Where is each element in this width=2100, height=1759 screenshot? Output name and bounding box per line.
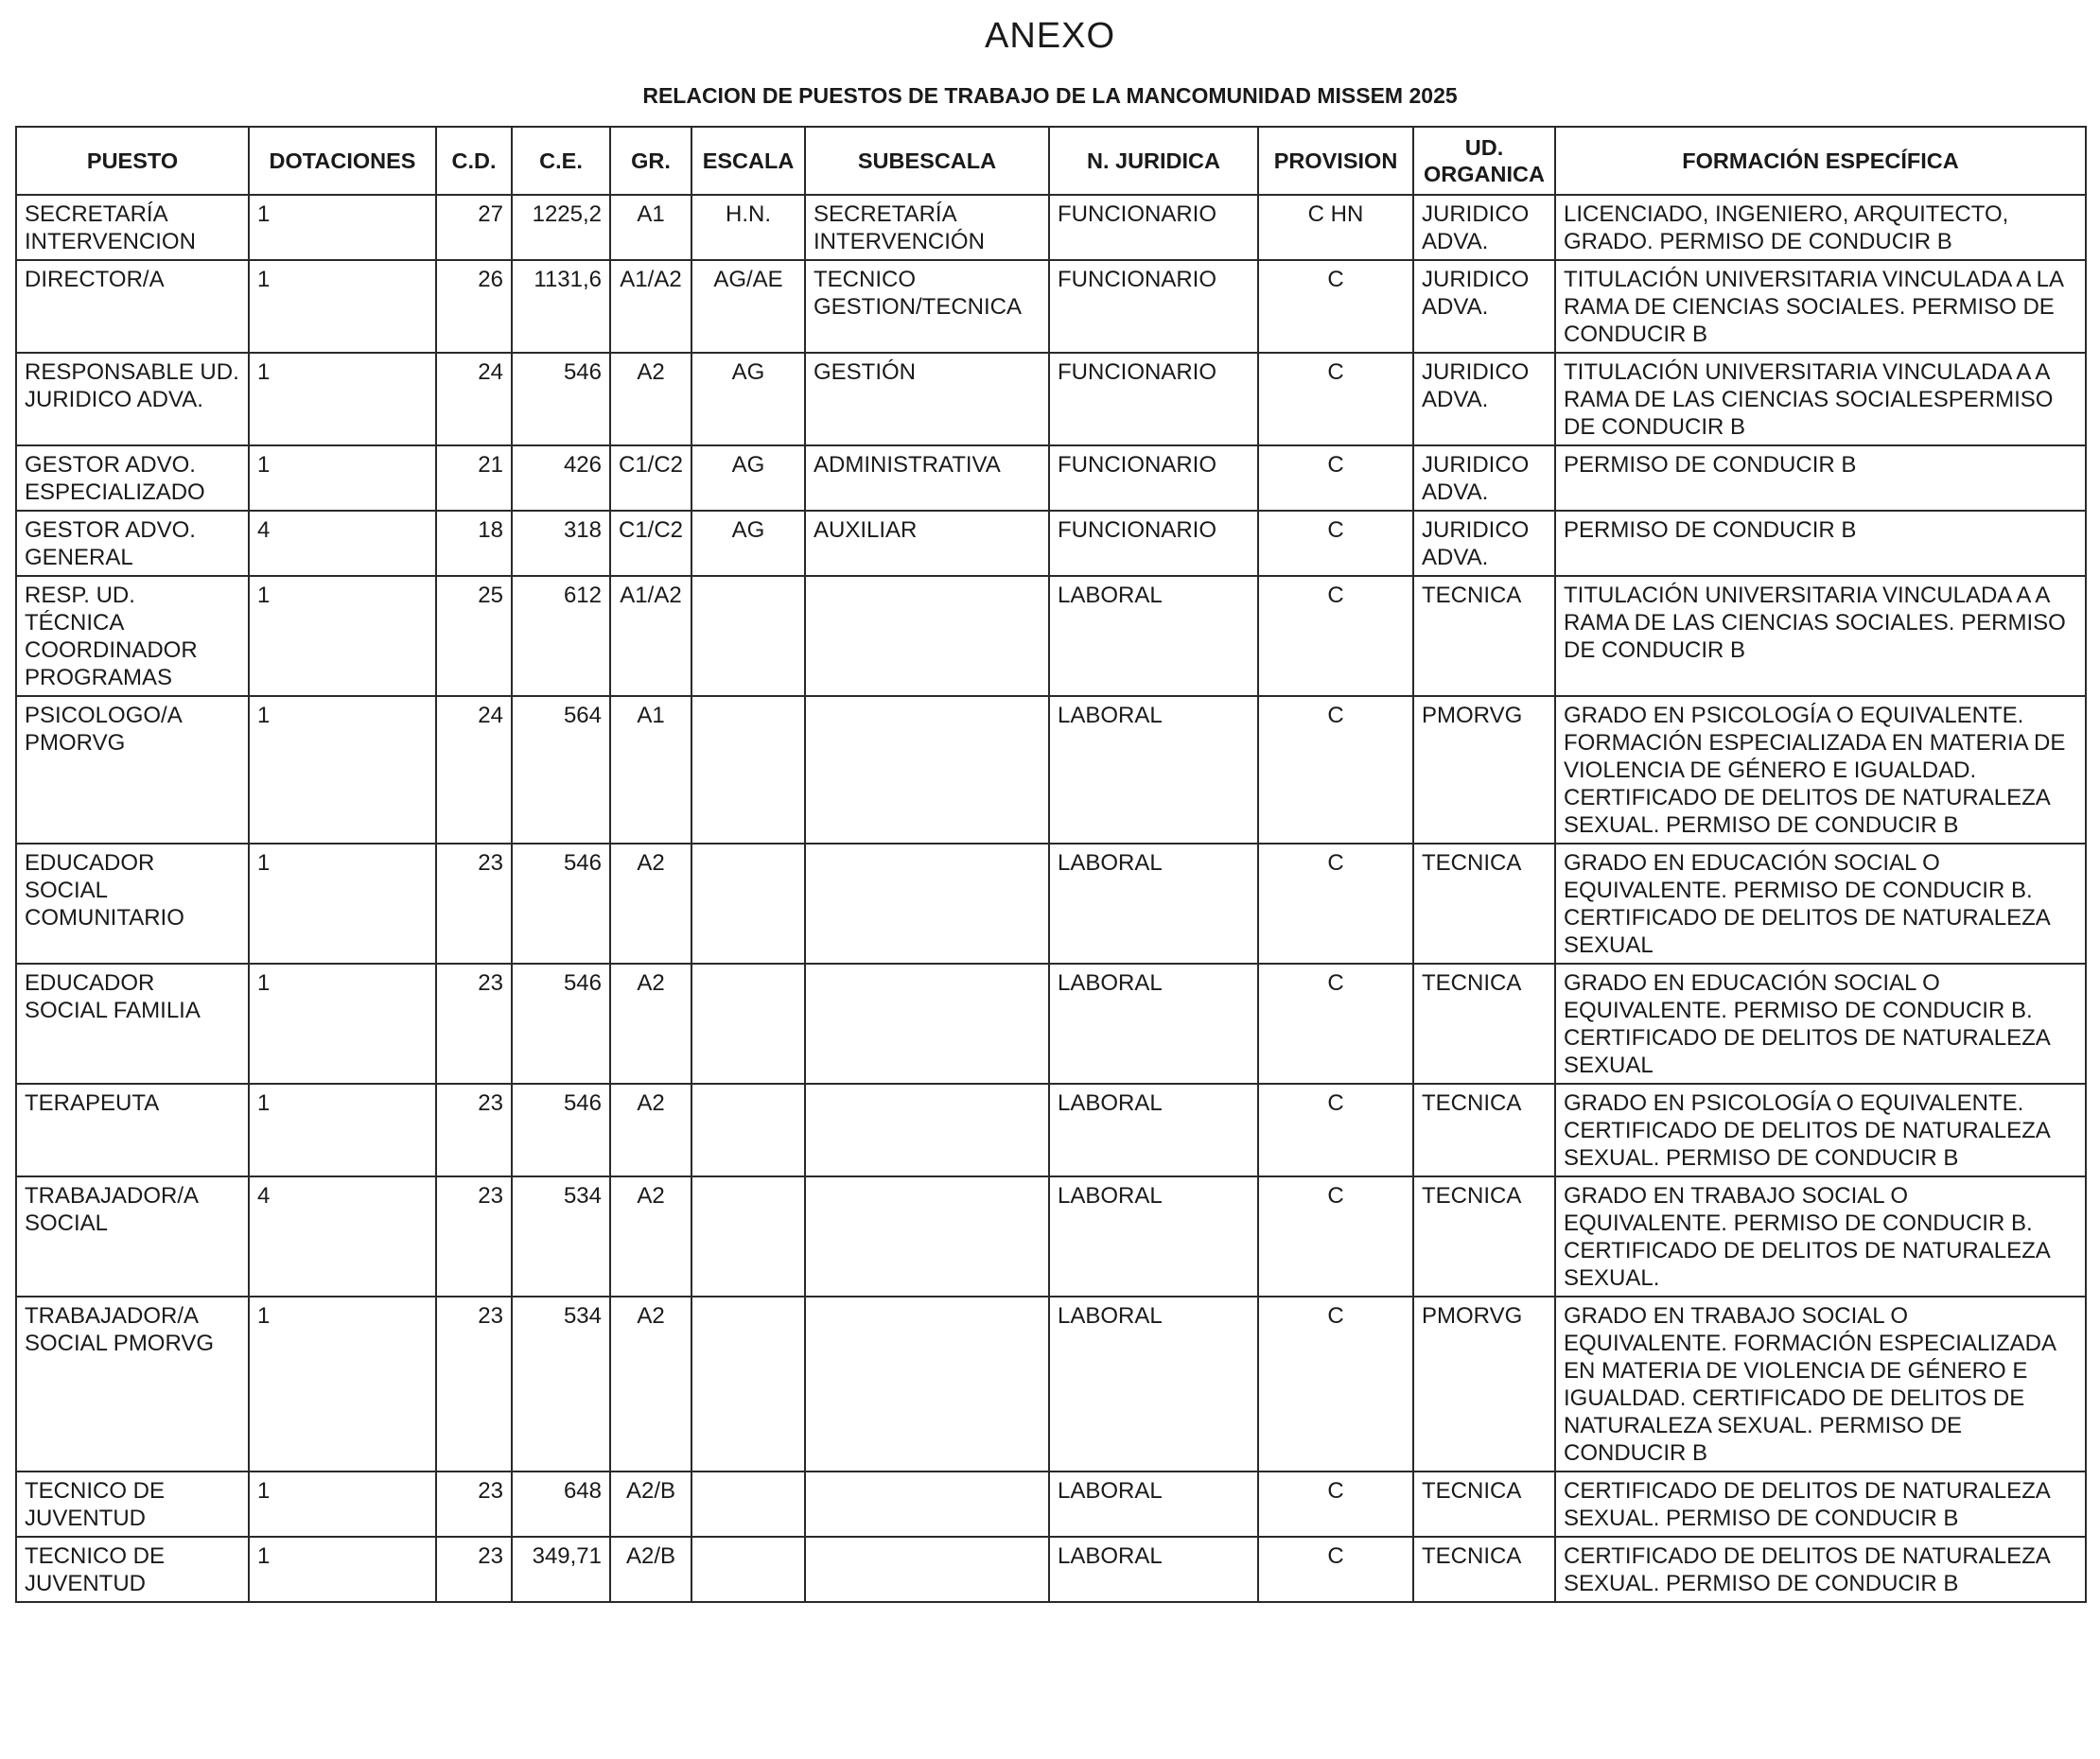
- cell-puesto: TECNICO DE JUVENTUD: [16, 1472, 249, 1537]
- cell-ce: 426: [512, 445, 610, 511]
- cell-escala: [691, 1297, 805, 1472]
- cell-gr: A2: [610, 1176, 691, 1297]
- cell-puesto: SECRETARÍA INTERVENCION: [16, 195, 249, 260]
- cell-njuridica: LABORAL: [1049, 1297, 1258, 1472]
- page-subtitle: RELACION DE PUESTOS DE TRABAJO DE LA MANCOMUNIDAD MISSEM 2025: [642, 83, 1458, 108]
- cell-puesto: TRABAJADOR/A SOCIAL PMORVG: [16, 1297, 249, 1472]
- table-row: [16, 353, 2086, 445]
- cell-escala: [691, 1176, 805, 1297]
- cell-cd: 18: [436, 511, 512, 576]
- header-udorganica: UD. ORGANICA: [1413, 127, 1555, 195]
- cell-subescala: [805, 1297, 1049, 1472]
- cell-provision: C: [1258, 260, 1413, 353]
- table-row: [16, 260, 2086, 353]
- cell-escala: AG/AE: [691, 260, 805, 353]
- cell-formacion: CERTIFICADO DE DELITOS DE NATURALEZA SEXUAL. PERMISO DE CONDUCIR B: [1555, 1472, 2086, 1537]
- table-row: [16, 576, 2086, 696]
- cell-ce: 349,71: [512, 1537, 610, 1602]
- cell-provision: C: [1258, 1537, 1413, 1602]
- cell-formacion: PERMISO DE CONDUCIR B: [1555, 445, 2086, 511]
- header-formacion: FORMACIÓN ESPECÍFICA: [1555, 127, 2086, 195]
- cell-cd: 23: [436, 964, 512, 1084]
- header-cd: C.D.: [436, 127, 512, 195]
- cell-cd: 21: [436, 445, 512, 511]
- table-row: [16, 696, 2086, 844]
- cell-udorganica: TECNICA: [1413, 1176, 1555, 1297]
- cell-puesto: PSICOLOGO/A PMORVG: [16, 696, 249, 844]
- cell-provision: C: [1258, 696, 1413, 844]
- cell-provision: C: [1258, 1472, 1413, 1537]
- cell-formacion: GRADO EN TRABAJO SOCIAL O EQUIVALENTE. FORMACIÓN ESPECIALIZADA EN MATERIA DE VIOLENCIA DE GÉNERO E IGUALDAD. CERTIFICADO DE DELITOS DE NATURALEZA SEXUAL. PERMISO DE CONDUCIR B: [1555, 1297, 2086, 1472]
- cell-formacion: GRADO EN EDUCACIÓN SOCIAL O EQUIVALENTE. PERMISO DE CONDUCIR B. CERTIFICADO DE DELITOS DE NATURALEZA SEXUAL: [1555, 844, 2086, 964]
- cell-dotaciones: 1: [249, 353, 436, 445]
- cell-formacion: GRADO EN PSICOLOGÍA O EQUIVALENTE. CERTIFICADO DE DELITOS DE NATURALEZA SEXUAL. PERMISO DE CONDUCIR B: [1555, 1084, 2086, 1176]
- cell-escala: [691, 844, 805, 964]
- cell-gr: A1: [610, 195, 691, 260]
- cell-ce: 564: [512, 696, 610, 844]
- cell-cd: 27: [436, 195, 512, 260]
- cell-gr: A2/B: [610, 1472, 691, 1537]
- cell-escala: [691, 964, 805, 1084]
- cell-gr: A2: [610, 353, 691, 445]
- table-header-row: [16, 127, 2086, 195]
- cell-udorganica: TECNICA: [1413, 1084, 1555, 1176]
- cell-puesto: TRABAJADOR/A SOCIAL: [16, 1176, 249, 1297]
- cell-njuridica: FUNCIONARIO: [1049, 260, 1258, 353]
- cell-njuridica: FUNCIONARIO: [1049, 195, 1258, 260]
- cell-dotaciones: 1: [249, 1297, 436, 1472]
- cell-escala: [691, 576, 805, 696]
- cell-dotaciones: 1: [249, 1084, 436, 1176]
- cell-dotaciones: 1: [249, 576, 436, 696]
- cell-dotaciones: 4: [249, 1176, 436, 1297]
- cell-escala: [691, 1537, 805, 1602]
- table-row: [16, 511, 2086, 576]
- cell-gr: A2: [610, 964, 691, 1084]
- cell-udorganica: TECNICA: [1413, 576, 1555, 696]
- cell-subescala: [805, 1084, 1049, 1176]
- cell-dotaciones: 1: [249, 1472, 436, 1537]
- cell-subescala: [805, 844, 1049, 964]
- cell-subescala: GESTIÓN: [805, 353, 1049, 445]
- cell-ce: 648: [512, 1472, 610, 1537]
- cell-provision: C: [1258, 353, 1413, 445]
- cell-dotaciones: 1: [249, 260, 436, 353]
- cell-udorganica: JURIDICO ADVA.: [1413, 195, 1555, 260]
- cell-njuridica: LABORAL: [1049, 1472, 1258, 1537]
- cell-provision: C: [1258, 511, 1413, 576]
- cell-provision: C: [1258, 1297, 1413, 1472]
- cell-escala: AG: [691, 511, 805, 576]
- cell-njuridica: LABORAL: [1049, 1537, 1258, 1602]
- cell-gr: A2: [610, 1297, 691, 1472]
- cell-escala: H.N.: [691, 195, 805, 260]
- page-title: ANEXO: [984, 16, 1116, 56]
- cell-udorganica: TECNICA: [1413, 844, 1555, 964]
- cell-subescala: [805, 964, 1049, 1084]
- cell-cd: 23: [436, 1537, 512, 1602]
- cell-ce: 1131,6: [512, 260, 610, 353]
- table-row: [16, 844, 2086, 964]
- cell-gr: A2/B: [610, 1537, 691, 1602]
- table-row: [16, 1297, 2086, 1472]
- cell-subescala: SECRETARÍA INTERVENCIÓN: [805, 195, 1049, 260]
- cell-subescala: [805, 696, 1049, 844]
- cell-provision: C: [1258, 964, 1413, 1084]
- cell-formacion: LICENCIADO, INGENIERO, ARQUITECTO, GRADO. PERMISO DE CONDUCIR B: [1555, 195, 2086, 260]
- cell-provision: C: [1258, 1084, 1413, 1176]
- cell-njuridica: FUNCIONARIO: [1049, 511, 1258, 576]
- cell-subescala: [805, 1176, 1049, 1297]
- cell-gr: A1: [610, 696, 691, 844]
- cell-formacion: PERMISO DE CONDUCIR B: [1555, 511, 2086, 576]
- cell-udorganica: JURIDICO ADVA.: [1413, 260, 1555, 353]
- cell-dotaciones: 1: [249, 1537, 436, 1602]
- cell-formacion: TITULACIÓN UNIVERSITARIA VINCULADA A LA RAMA DE CIENCIAS SOCIALES. PERMISO DE CONDUCIR B: [1555, 260, 2086, 353]
- cell-gr: A2: [610, 1084, 691, 1176]
- cell-njuridica: FUNCIONARIO: [1049, 445, 1258, 511]
- cell-njuridica: LABORAL: [1049, 696, 1258, 844]
- cell-puesto: TECNICO DE JUVENTUD: [16, 1537, 249, 1602]
- cell-cd: 25: [436, 576, 512, 696]
- cell-subescala: [805, 576, 1049, 696]
- cell-formacion: GRADO EN TRABAJO SOCIAL O EQUIVALENTE. PERMISO DE CONDUCIR B. CERTIFICADO DE DELITOS DE NATURALEZA SEXUAL.: [1555, 1176, 2086, 1297]
- cell-njuridica: LABORAL: [1049, 576, 1258, 696]
- cell-dotaciones: 1: [249, 696, 436, 844]
- table-row: [16, 1176, 2086, 1297]
- cell-cd: 24: [436, 353, 512, 445]
- header-puesto: PUESTO: [16, 127, 249, 195]
- cell-cd: 23: [436, 1297, 512, 1472]
- table-row: [16, 1537, 2086, 1602]
- cell-escala: [691, 1084, 805, 1176]
- cell-gr: C1/C2: [610, 511, 691, 576]
- header-dotaciones: DOTACIONES: [249, 127, 436, 195]
- cell-udorganica: PMORVG: [1413, 1297, 1555, 1472]
- cell-cd: 24: [436, 696, 512, 844]
- cell-subescala: [805, 1472, 1049, 1537]
- cell-gr: C1/C2: [610, 445, 691, 511]
- header-ce: C.E.: [512, 127, 610, 195]
- table-row: [16, 1084, 2086, 1176]
- cell-gr: A2: [610, 844, 691, 964]
- cell-puesto: GESTOR ADVO. ESPECIALIZADO: [16, 445, 249, 511]
- cell-puesto: TERAPEUTA: [16, 1084, 249, 1176]
- cell-gr: A1/A2: [610, 260, 691, 353]
- cell-njuridica: LABORAL: [1049, 844, 1258, 964]
- table-row: [16, 445, 2086, 511]
- cell-udorganica: TECNICA: [1413, 1472, 1555, 1537]
- cell-dotaciones: 1: [249, 844, 436, 964]
- table-row: [16, 1472, 2086, 1537]
- cell-ce: 534: [512, 1297, 610, 1472]
- cell-escala: [691, 696, 805, 844]
- positions-table: [15, 126, 2087, 1603]
- cell-escala: AG: [691, 445, 805, 511]
- cell-formacion: TITULACIÓN UNIVERSITARIA VINCULADA A A RAMA DE LAS CIENCIAS SOCIALES. PERMISO DE CONDUCIR B: [1555, 576, 2086, 696]
- cell-provision: C: [1258, 576, 1413, 696]
- cell-escala: AG: [691, 353, 805, 445]
- cell-subescala: AUXILIAR: [805, 511, 1049, 576]
- cell-subescala: TECNICO GESTION/TECNICA: [805, 260, 1049, 353]
- cell-udorganica: TECNICA: [1413, 964, 1555, 1084]
- cell-dotaciones: 1: [249, 445, 436, 511]
- header-escala: ESCALA: [691, 127, 805, 195]
- header-gr: GR.: [610, 127, 691, 195]
- cell-ce: 612: [512, 576, 610, 696]
- cell-provision: C: [1258, 844, 1413, 964]
- cell-njuridica: LABORAL: [1049, 964, 1258, 1084]
- cell-gr: A1/A2: [610, 576, 691, 696]
- header-provision: PROVISION: [1258, 127, 1413, 195]
- cell-formacion: CERTIFICADO DE DELITOS DE NATURALEZA SEXUAL. PERMISO DE CONDUCIR B: [1555, 1537, 2086, 1602]
- cell-dotaciones: 4: [249, 511, 436, 576]
- cell-provision: C: [1258, 445, 1413, 511]
- cell-ce: 1225,2: [512, 195, 610, 260]
- cell-cd: 23: [436, 1472, 512, 1537]
- cell-formacion: TITULACIÓN UNIVERSITARIA VINCULADA A A RAMA DE LAS CIENCIAS SOCIALESPERMISO DE CONDUCIR B: [1555, 353, 2086, 445]
- cell-provision: C HN: [1258, 195, 1413, 260]
- cell-cd: 23: [436, 1176, 512, 1297]
- cell-dotaciones: 1: [249, 195, 436, 260]
- cell-cd: 23: [436, 844, 512, 964]
- cell-puesto: EDUCADOR SOCIAL FAMILIA: [16, 964, 249, 1084]
- cell-puesto: RESP. UD. TÉCNICA COORDINADOR PROGRAMAS: [16, 576, 249, 696]
- cell-ce: 546: [512, 353, 610, 445]
- cell-ce: 534: [512, 1176, 610, 1297]
- cell-dotaciones: 1: [249, 964, 436, 1084]
- cell-escala: [691, 1472, 805, 1537]
- cell-puesto: DIRECTOR/A: [16, 260, 249, 353]
- cell-puesto: GESTOR ADVO. GENERAL: [16, 511, 249, 576]
- cell-cd: 23: [436, 1084, 512, 1176]
- cell-njuridica: FUNCIONARIO: [1049, 353, 1258, 445]
- header-njuridica: N. JURIDICA: [1049, 127, 1258, 195]
- cell-udorganica: JURIDICO ADVA.: [1413, 445, 1555, 511]
- cell-udorganica: JURIDICO ADVA.: [1413, 511, 1555, 576]
- table-row: [16, 964, 2086, 1084]
- cell-ce: 546: [512, 1084, 610, 1176]
- cell-ce: 546: [512, 844, 610, 964]
- cell-njuridica: LABORAL: [1049, 1084, 1258, 1176]
- cell-ce: 318: [512, 511, 610, 576]
- cell-formacion: GRADO EN EDUCACIÓN SOCIAL O EQUIVALENTE. PERMISO DE CONDUCIR B. CERTIFICADO DE DELITOS DE NATURALEZA SEXUAL: [1555, 964, 2086, 1084]
- cell-udorganica: TECNICA: [1413, 1537, 1555, 1602]
- cell-udorganica: JURIDICO ADVA.: [1413, 353, 1555, 445]
- table-row: [16, 195, 2086, 260]
- header-subescala: SUBESCALA: [805, 127, 1049, 195]
- cell-formacion: GRADO EN PSICOLOGÍA O EQUIVALENTE. FORMACIÓN ESPECIALIZADA EN MATERIA DE VIOLENCIA DE GÉNERO E IGUALDAD. CERTIFICADO DE DELITOS DE NATURALEZA SEXUAL. PERMISO DE CONDUCIR B: [1555, 696, 2086, 844]
- cell-ce: 546: [512, 964, 610, 1084]
- cell-subescala: [805, 1537, 1049, 1602]
- cell-subescala: ADMINISTRATIVA: [805, 445, 1049, 511]
- cell-udorganica: PMORVG: [1413, 696, 1555, 844]
- cell-puesto: EDUCADOR SOCIAL COMUNITARIO: [16, 844, 249, 964]
- cell-provision: C: [1258, 1176, 1413, 1297]
- cell-puesto: RESPONSABLE UD. JURIDICO ADVA.: [16, 353, 249, 445]
- cell-njuridica: LABORAL: [1049, 1176, 1258, 1297]
- cell-cd: 26: [436, 260, 512, 353]
